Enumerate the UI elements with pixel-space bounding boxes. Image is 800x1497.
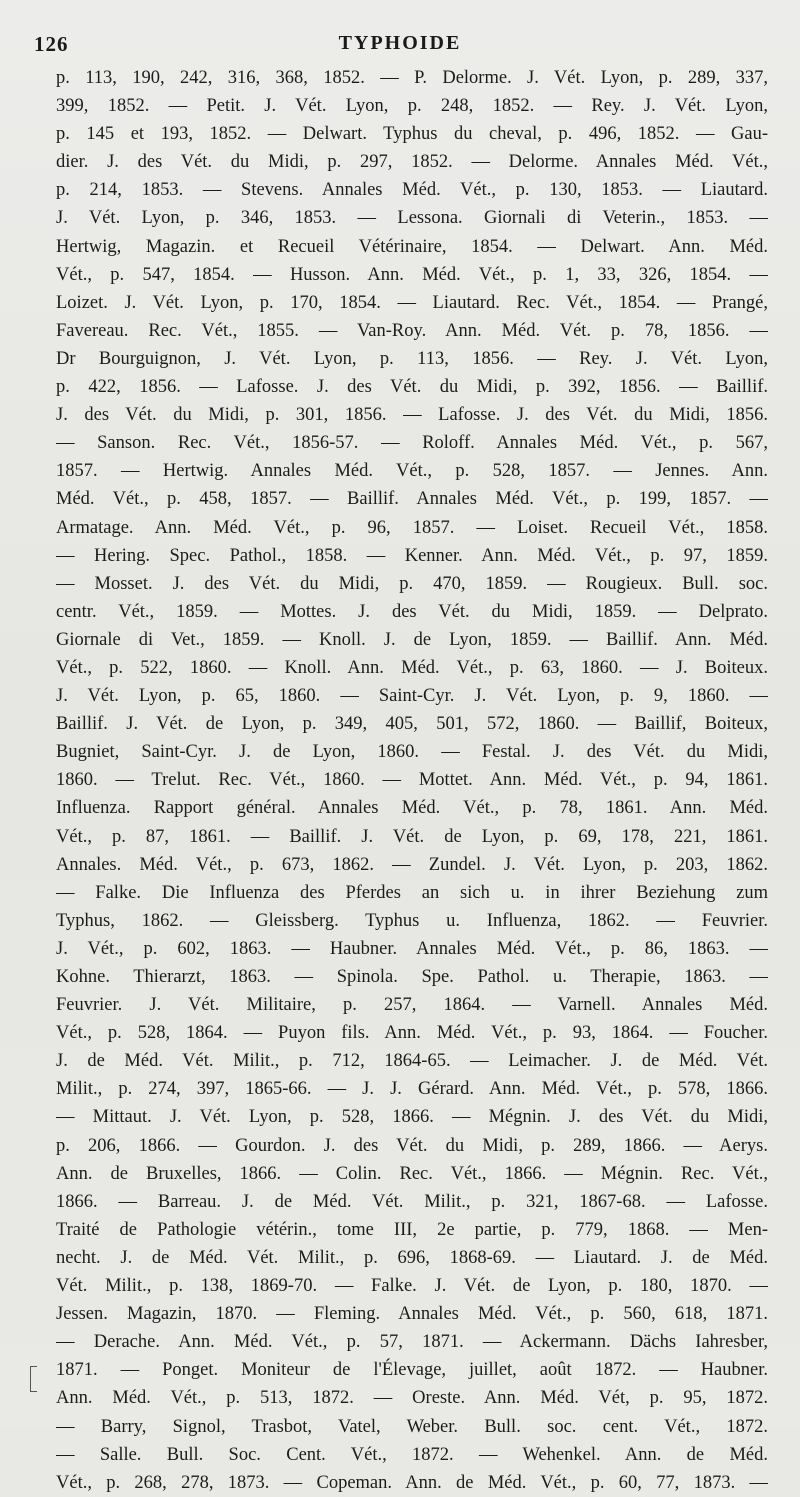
text-line: Vét., p. 547, 1854. — Husson. Ann. Méd. Vét., p. 1, 33, 326, 1854. — [56, 264, 768, 285]
text-line: Milit., p. 274, 397, 1865-66. — J. J. Gérard. Ann. Méd. Vét., p. 578, 1866. [56, 1079, 768, 1100]
text-line: p. 214, 1853. — Stevens. Annales Méd. Vét., p. 130, 1853. — Liautard. [56, 180, 768, 201]
text-line: — Sanson. Rec. Vét., 1856-57. — Roloff. Annales Méd. Vét., p. 567, [56, 433, 768, 454]
text-line: — Barry, Signol, Trasbot, Vatel, Weber. Bull. soc. cent. Vét., 1872. [56, 1416, 768, 1437]
text-line: — Derache. Ann. Méd. Vét., p. 57, 1871. — Ackermann. Dächs Iahresber, [56, 1332, 768, 1353]
text-line: Vét., p. 87, 1861. — Baillif. J. Vét. de Lyon, p. 69, 178, 221, 1861. [56, 826, 768, 847]
text-line: Influenza. Rapport général. Annales Méd. Vét., p. 78, 1861. Ann. Méd. [56, 798, 768, 819]
text-line: J. des Vét. du Midi, p. 301, 1856. — Lafosse. J. des Vét. du Midi, 1856. [56, 405, 768, 426]
text-line: Bugniet, Saint-Cyr. J. de Lyon, 1860. — Festal. J. des Vét. du Midi, [56, 742, 768, 763]
text-line: p. 206, 1866. — Gourdon. J. des Vét. du Midi, p. 289, 1866. — Aerys. [56, 1135, 768, 1156]
text-line: J. de Méd. Vét. Milit., p. 712, 1864-65. — Leimacher. J. de Méd. Vét. [56, 1051, 768, 1072]
text-line: J. Vét., p. 602, 1863. — Haubner. Annales Méd. Vét., p. 86, 1863. — [56, 938, 768, 959]
text-line: Typhus, 1862. — Gleissberg. Typhus u. Influenza, 1862. — Feuvrier. [56, 910, 768, 931]
text-line: J. Vét. Lyon, p. 65, 1860. — Saint-Cyr. J. Vét. Lyon, p. 9, 1860. — [56, 686, 768, 707]
text-line: Vét. Milit., p. 138, 1869-70. — Falke. J. Vét. de Lyon, p. 180, 1870. — [56, 1276, 768, 1297]
text-line: Baillif. J. Vét. de Lyon, p. 349, 405, 501, 572, 1860. — Baillif, Boiteux, [56, 714, 768, 735]
text-line: 1866. — Barreau. J. de Méd. Vét. Milit., p. 321, 1867-68. — Lafosse. [56, 1191, 768, 1212]
text-line: — Falke. Die Influenza des Pferdes an sich u. in ihrer Beziehung zum [56, 882, 768, 903]
text-line: 399, 1852. — Petit. J. Vét. Lyon, p. 248, 1852. — Rey. J. Vét. Lyon, [56, 96, 768, 117]
bibliography-text [56, 64, 768, 1497]
text-line: Loizet. J. Vét. Lyon, p. 170, 1854. — Liautard. Rec. Vét., 1854. — Prangé, [56, 292, 768, 313]
text-line: — Mittaut. J. Vét. Lyon, p. 528, 1866. — Mégnin. J. des Vét. du Midi, [56, 1107, 768, 1128]
text-line: — Salle. Bull. Soc. Cent. Vét., 1872. — Wehenkel. Ann. de Méd. [56, 1444, 768, 1465]
text-line: p. 113, 190, 242, 316, 368, 1852. — P. Delorme. J. Vét. Lyon, p. 289, 337, [56, 68, 768, 88]
text-line: Vét., p. 268, 278, 1873. — Copeman. Ann. de Méd. Vét., p. 60, 77, 1873. — [56, 1472, 768, 1493]
text-line: Vét., p. 522, 1860. — Knoll. Ann. Méd. Vét., p. 63, 1860. — J. Boiteux. [56, 657, 768, 678]
text-line: Annales. Méd. Vét., p. 673, 1862. — Zundel. J. Vét. Lyon, p. 203, 1862. [56, 854, 768, 875]
text-line: Ann. Méd. Vét., p. 513, 1872. — Oreste. Ann. Méd. Vét, p. 95, 1872. [56, 1388, 768, 1409]
text-line: Giornale di Vet., 1859. — Knoll. J. de Lyon, 1859. — Baillif. Ann. Méd. [56, 629, 768, 650]
page-header [30, 30, 770, 60]
text-line: J. Vét. Lyon, p. 346, 1853. — Lessona. Giornali di Veterin., 1853. — [56, 208, 768, 229]
text-line: — Mosset. J. des Vét. du Midi, p. 470, 1859. — Rougieux. Bull. soc. [56, 573, 768, 594]
text-line: Armatage. Ann. Méd. Vét., p. 96, 1857. — Loiset. Recueil Vét., 1858. [56, 517, 768, 538]
text-line: Méd. Vét., p. 458, 1857. — Baillif. Annales Méd. Vét., p. 199, 1857. — [56, 489, 768, 510]
text-line: Feuvrier. J. Vét. Militaire, p. 257, 1864. — Varnell. Annales Méd. [56, 995, 768, 1016]
text-line: Traité de Pathologie vétérin., tome III, 2e partie, p. 779, 1868. — Men- [56, 1219, 768, 1240]
text-line: p. 422, 1856. — Lafosse. J. des Vét. du Midi, p. 392, 1856. — Baillif. [56, 377, 768, 398]
text-line: p. 145 et 193, 1852. — Delwart. Typhus du cheval, p. 496, 1852. — Gau- [56, 124, 768, 145]
text-line: dier. J. des Vét. du Midi, p. 297, 1852. — Delorme. Annales Méd. Vét., [56, 152, 768, 173]
text-line: Ann. de Bruxelles, 1866. — Colin. Rec. Vét., 1866. — Mégnin. Rec. Vét., [56, 1163, 768, 1184]
text-line: Kohne. Thierarzt, 1863. — Spinola. Spe. Pathol. u. Therapie, 1863. — [56, 967, 768, 987]
text-line: Dr Bourguignon, J. Vét. Lyon, p. 113, 1856. — Rey. J. Vét. Lyon, [56, 348, 768, 369]
text-line: Favereau. Rec. Vét., 1855. — Van-Roy. Ann. Méd. Vét. p. 78, 1856. — [56, 320, 768, 341]
text-line: Hertwig, Magazin. et Recueil Vétérinaire, 1854. — Delwart. Ann. Méd. [56, 236, 768, 257]
text-line: 1857. — Hertwig. Annales Méd. Vét., p. 528, 1857. — Jennes. Ann. [56, 461, 768, 482]
text-line: centr. Vét., 1859. — Mottes. J. des Vét. du Midi, 1859. — Delprato. [56, 601, 768, 622]
text-line: — Hering. Spec. Pathol., 1858. — Kenner. Ann. Méd. Vét., p. 97, 1859. [56, 545, 768, 566]
text-line: necht. J. de Méd. Vét. Milit., p. 696, 1868-69. — Liautard. J. de Méd. [56, 1247, 768, 1268]
running-title: TYPHOIDE [338, 32, 462, 54]
text-line: 1871. — Ponget. Moniteur de l'Élevage, juillet, août 1872. — Haubner. [56, 1360, 768, 1381]
text-line: 1860. — Trelut. Rec. Vét., 1860. — Mottet. Ann. Méd. Vét., p. 94, 1861. [56, 770, 768, 791]
text-line: Vét., p. 528, 1864. — Puyon fils. Ann. Méd. Vét., p. 93, 1864. — Foucher. [56, 1023, 768, 1044]
text-line: Jessen. Magazin, 1870. — Fleming. Annales Méd. Vét., p. 560, 618, 1871. [56, 1304, 768, 1325]
page-edge-mark [30, 1366, 37, 1392]
page-number: 126 [34, 32, 69, 56]
